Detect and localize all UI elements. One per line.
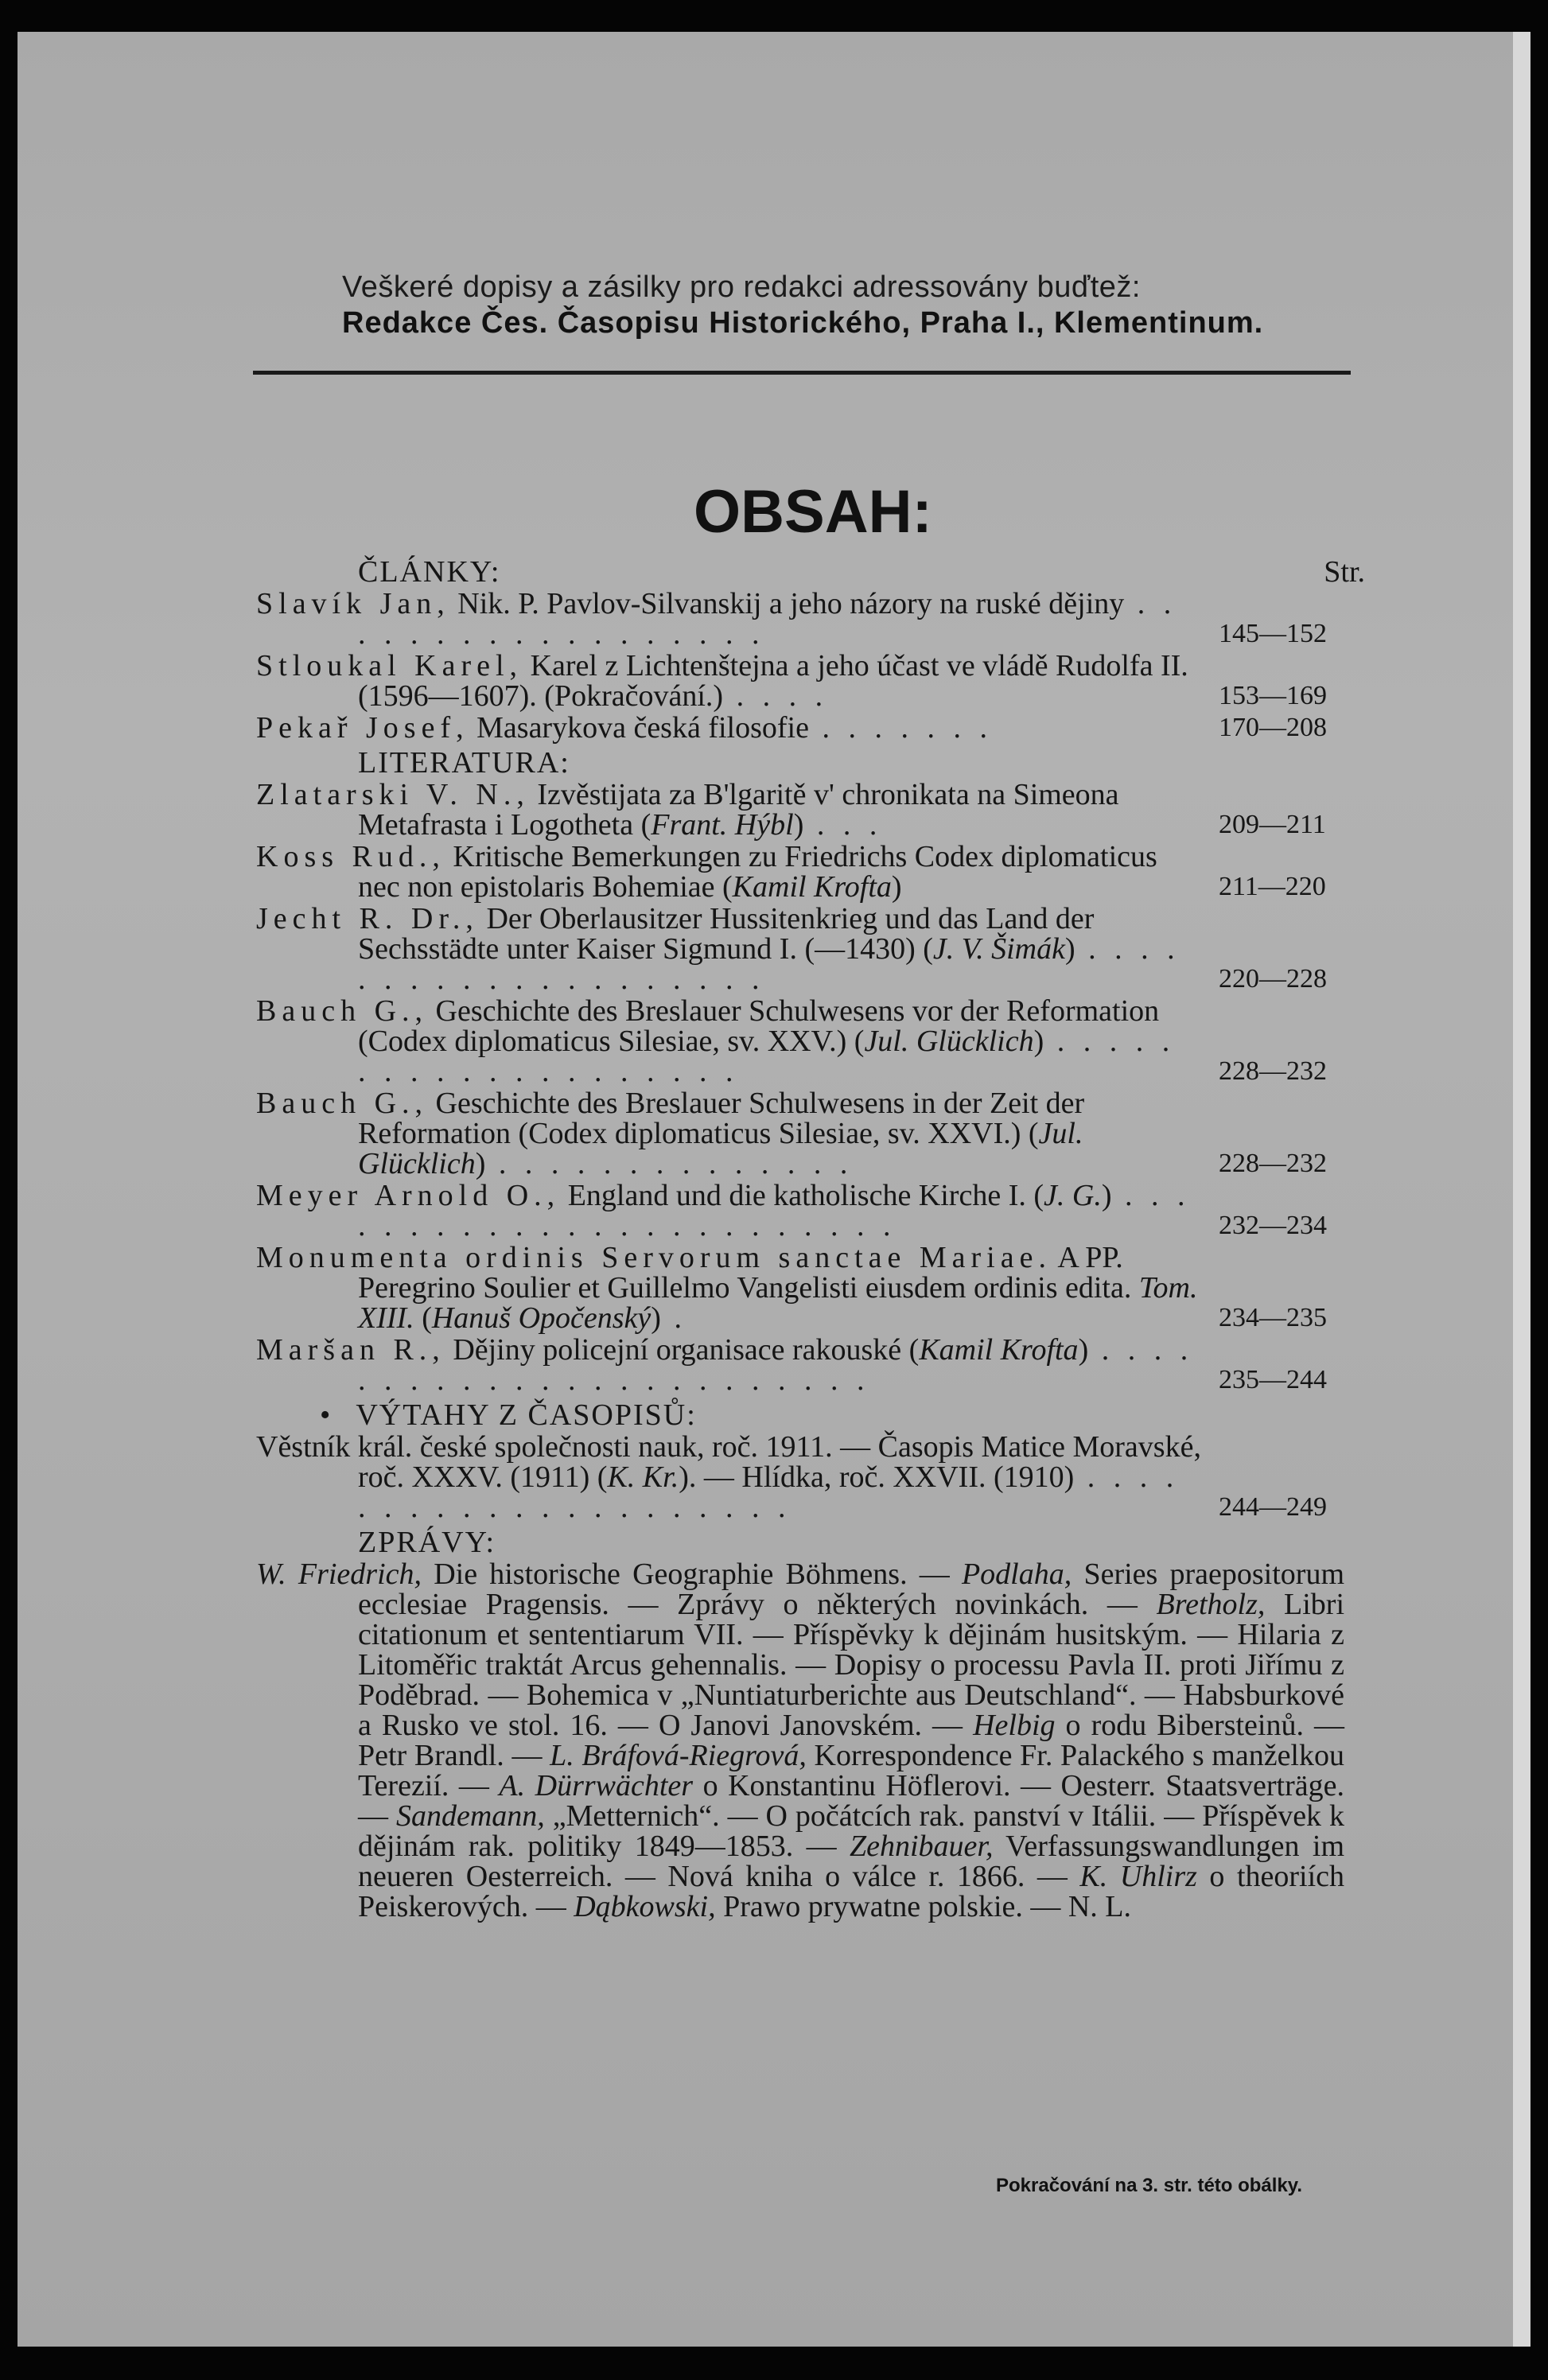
toc-entry xyxy=(256,651,1386,711)
zpravy-text: o theoriích Peiskerových. — xyxy=(358,1860,1345,1923)
entry-reviewer: K. Kr. xyxy=(607,1460,679,1494)
entry-author: Maršan R., xyxy=(256,1333,445,1367)
entry-title: Masarykova česká filosofie xyxy=(476,711,809,745)
entry-reviewer: J. V. Šimák xyxy=(932,932,1065,966)
document-page xyxy=(18,32,1513,2347)
entry-pages: 170—208 xyxy=(1219,713,1327,742)
entry-author: Slavík Jan, xyxy=(256,587,450,620)
entry-title: Geschichte des Breslauer Schulwesens in der Zeit der Reformation (Codex diplomaticus Silesiae, sv. XXVI.) xyxy=(358,1087,1085,1150)
entry-pages: 220—228 xyxy=(1219,964,1327,994)
entry-pages: 145—152 xyxy=(1219,619,1327,648)
entry-author: Meyer Arnold O., xyxy=(256,1179,561,1212)
zpravy-name: A. Dürrwächter xyxy=(499,1769,694,1802)
zpravy-paragraph xyxy=(256,1559,1344,1922)
entry-reviewer: J. G. xyxy=(1044,1179,1102,1212)
section-literatura-label: LITERATURA: xyxy=(358,746,570,780)
zpravy-name: Podlaha, xyxy=(961,1558,1072,1591)
zpravy-text: „Metternich“. — O počátcích rak. panství v Itálii. — Příspěvek k dějinám rak. politiky 1849—1853. — xyxy=(358,1799,1344,1863)
entry-title: Karel z Lichtenštejna a jeho účast ve vládě Rudolfa II. (1596—1607). (Pokračování.) xyxy=(358,649,1188,713)
entry-title: Nik. P. Pavlov-Silvanskij a jeho názory na ruské dějiny xyxy=(457,587,1125,620)
entry-leader: . . . . xyxy=(723,679,829,713)
toc-entry: Bauch G., Geschichte des Breslauer Schulwesens in der Zeit der Reformation (Codex diplomaticus Silesiae, sv. XXVI.) (Jul. Glücklich) . . . . . . . . . . . . . . 228—232 xyxy=(256,1088,1386,1179)
toc-entry xyxy=(256,713,1386,743)
entry-pages: 153—169 xyxy=(1219,681,1327,710)
bullet-mark: • xyxy=(320,1398,333,1432)
entry-author: Bauch G., xyxy=(256,1087,429,1120)
entry-pages: 232—234 xyxy=(1219,1211,1327,1240)
entry-author: Pekař Josef, xyxy=(256,711,469,745)
entry-leader: . . . . . . . . . . . . . . . . . . . . xyxy=(358,1025,1176,1088)
entry-reviewer: Frant. Hýbl xyxy=(651,808,794,842)
entry-title: A PP. Peregrino Soulier et Guillelmo Vangelisti eiusdem ordinis edita. xyxy=(358,1241,1132,1305)
entry-reviewer: Kamil Krofta xyxy=(732,870,892,904)
section-clanky-label: ČLÁNKY: xyxy=(358,555,501,589)
entry-leader: . . . . . . . . . . . . . . . . . . . . . xyxy=(358,1460,1180,1524)
entry-title: Geschichte des Breslauer Schulwesens vor der Reformation (Codex diplomaticus Silesiae, sv. XXV.) xyxy=(358,994,1160,1058)
section-zpravy-heading xyxy=(358,1527,1386,1558)
zpravy-text: Korrespondence Fr. Palackého s manželkou Terezií. — xyxy=(358,1739,1344,1802)
entry-author: Koss Rud., xyxy=(256,840,445,873)
entry-leader: . xyxy=(660,1301,687,1335)
page-edge xyxy=(1513,32,1530,2347)
entry-leader: . . . . . . . xyxy=(808,711,993,745)
entry-title: Der Oberlausitzer Hussitenkrieg und das Land der Sechsstädte unter Kaiser Sigmund I. (—1430) xyxy=(358,902,1095,966)
entry-pages: 244—249 xyxy=(1219,1492,1327,1522)
entry-leader: . . . . . . . . . . . . . . . . . . . . . . . . xyxy=(358,1179,1191,1242)
zpravy-name: Zehnibauer, xyxy=(849,1830,994,1863)
section-literatura-heading xyxy=(358,748,1386,778)
entry-volume: Tom. XIII. xyxy=(358,1271,1198,1335)
entry-reviewer: Kamil Krofta xyxy=(919,1333,1079,1367)
section-zpravy-label: ZPRÁVY: xyxy=(358,1526,496,1559)
entry-author: Stloukal Karel, xyxy=(256,649,523,682)
zpravy-text: Verfassungswandlungen im neueren Oesterreich. — Nová kniha o válce r. 1866. — xyxy=(358,1830,1345,1893)
entry-title-cont: . — Hlídka, roč. XXVII. (1910) xyxy=(688,1460,1075,1494)
entry-author: Jecht R. Dr., xyxy=(256,902,479,935)
entry-leader: . . . . . . . . . . . . . . . . . . xyxy=(358,587,1177,651)
toc-entry: Bauch G., Geschichte des Breslauer Schulwesens vor der Reformation (Codex diplomaticus Silesiae, sv. XXV.) (Jul. Glücklich) . . . . . . . . . . . . . . . . . . . . 228—232 xyxy=(256,996,1386,1087)
toc-entry: Meyer Arnold O., England und die katholische Kirche I. (J. G.) . . . . . . . . . . . . . . . . . . . . . . . . 232—234 xyxy=(256,1180,1386,1241)
entry-title: Dějiny policejní organisace rakouské xyxy=(453,1333,902,1367)
entry-reviewer: Jul. Glücklich xyxy=(864,1025,1034,1058)
page-column-label: Str. xyxy=(1324,555,1365,589)
entry-pages: 235—244 xyxy=(1219,1365,1327,1394)
zpravy-name: Bretholz, xyxy=(1156,1588,1266,1621)
entry-title: England und die katholische Kirche I. xyxy=(567,1179,1026,1212)
entry-title: Izvěstijata za B'lgaritě v' chronikata na Simeona Metafrasta i Logotheta xyxy=(358,778,1119,842)
zpravy-text: Prawo prywatne polskie. — N. L. xyxy=(715,1890,1132,1923)
zpravy-text: Die historische Geographie Böhmens. — xyxy=(422,1558,962,1591)
zpravy-text: o Konstantinu Höflerovi. — Oesterr. Staatsverträge. — xyxy=(358,1769,1345,1833)
entry-title: Věstník král. české společnosti nauk, roč. 1911. — Časopis Matice Moravské, roč. XXXV. (1911) xyxy=(256,1430,1201,1494)
section-vytahy-label: VÝTAHY Z ČASOPISŮ: xyxy=(356,1398,697,1432)
continuation-note: Pokračování na 3. str. této obálky. xyxy=(996,2175,1303,2196)
toc-entry: Monumenta ordinis Servorum sanctae Mariae. A PP. Peregrino Soulier et Guillelmo Vangelisti eiusdem ordinis edita. Tom. XIII. (Hanuš Opočenský) . 234—235 xyxy=(256,1242,1386,1333)
zpravy-name: L. Bráfová-Riegrová, xyxy=(550,1739,807,1772)
entry-reviewer: Jul. Glücklich xyxy=(358,1117,1083,1180)
toc-entry xyxy=(256,589,1386,649)
toc-entry: Jecht R. Dr., Der Oberlausitzer Hussitenkrieg und das Land der Sechsstädte unter Kaiser Sigmund I. (—1430) (J. V. Šimák) . . . . . . . . . . . . . . . . . . . . 220—228 xyxy=(256,904,1386,994)
zpravy-text: Series praepositorum ecclesiae Pragensis. — Zprávy o některých novinkách. — xyxy=(358,1558,1345,1621)
zpravy-name: Sandemann, xyxy=(395,1799,545,1833)
header-editorial-address: Redakce Čes. Časopisu Historického, Praha I., Klementinum. xyxy=(342,306,1264,340)
entry-leader: . . . xyxy=(803,808,883,842)
zpravy-name: Helbig xyxy=(973,1709,1056,1742)
zpravy-name: K. Uhlirz xyxy=(1079,1860,1197,1893)
toc-entry: Zlatarski V. N., Izvěstijata za B'lgaritě v' chronikata na Simeona Metafrasta i Logotheta (Frant. Hýbl) . . . 209—211 xyxy=(256,780,1386,840)
header-divider xyxy=(253,371,1351,375)
entry-author: Zlatarski V. N., xyxy=(256,778,530,811)
entry-author: Monumenta ordinis Servorum sanctae Mariae. xyxy=(256,1241,1052,1274)
entry-leader: . . . . . . . . . . . . . . . . . . . . xyxy=(358,932,1180,996)
entry-pages: 228—232 xyxy=(1219,1149,1327,1178)
toc-entry: Koss Rud., Kritische Bemerkungen zu Friedrichs Codex diplomaticus nec non epistolaris Bohemiae (Kamil Krofta) 211—220 xyxy=(256,842,1386,902)
entry-title: Kritische Bemerkungen zu Friedrichs Codex diplomaticus nec non epistolaris Bohemiae xyxy=(358,840,1157,904)
section-vytahy-heading xyxy=(320,1398,1386,1432)
entry-pages: 211—220 xyxy=(1219,872,1326,901)
entry-reviewer: Hanuš Opočenský xyxy=(431,1301,651,1335)
zpravy-text: Libri citationum et sententiarum VII. — Příspěvky k dějinám husitským. — Hilaria z Litoměřic traktát Arcus gehennalis. — Dopisy o processu Pavla II. proti Jiřímu z Poděbrad. — Bohemica v „Nuntiaturberichte aus Deutschland“. — Habsburkové a Rusko ve stol. 16. — O Janovi Janovském. — xyxy=(358,1588,1345,1742)
zpravy-name: Dąbkowski, xyxy=(574,1890,716,1923)
entry-pages: 209—211 xyxy=(1219,810,1326,839)
page-title: OBSAH: xyxy=(694,478,932,546)
entry-author: Bauch G., xyxy=(256,994,429,1028)
entry-pages: 234—235 xyxy=(1219,1303,1327,1332)
entry-pages: 228—232 xyxy=(1219,1056,1327,1086)
header-address-note: Veškeré dopisy a zásilky pro redakci adressovány buďtež: xyxy=(342,270,1141,304)
entry-leader: . . . . . . . . . . . . . . xyxy=(485,1147,854,1180)
zpravy-name: W. Friedrich, xyxy=(256,1558,422,1591)
section-clanky-heading xyxy=(358,557,1386,587)
zpravy-text: o rodu Bibersteinů. — Petr Brandl. — xyxy=(358,1709,1344,1772)
entry-leader: . . . . . . . . . . . . . . . . . . . . . . . . xyxy=(358,1333,1194,1397)
toc-entry: Věstník král. české společnosti nauk, roč. 1911. — Časopis Matice Moravské, roč. XXXV. (1911) (K. Kr.). — Hlídka, roč. XXVII. (1910) . . . . . . . . . . . . . . . . . . . . . 244—249 xyxy=(256,1432,1386,1522)
table-of-contents xyxy=(256,557,1386,1922)
toc-entry: Maršan R., Dějiny policejní organisace rakouské (Kamil Krofta) . . . . . . . . . . . . . . . . . . . . . . . . 235—244 xyxy=(256,1335,1386,1395)
